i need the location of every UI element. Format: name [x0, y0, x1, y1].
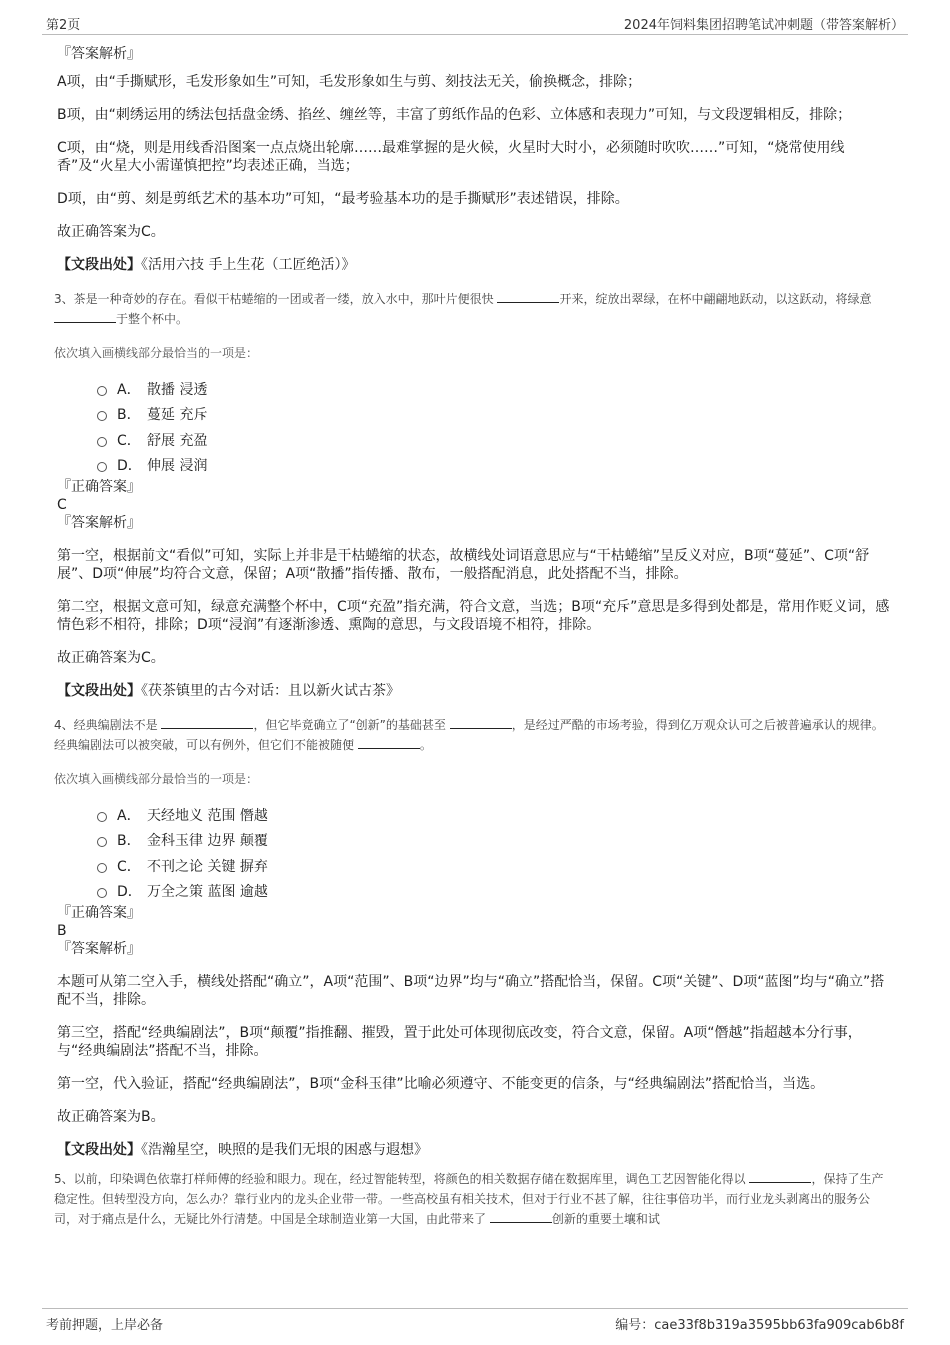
page-number: 第2页 — [46, 18, 81, 33]
analysis-paragraph: 第三空，搭配“经典编剧法”，B项“颠覆”指推翻、摧毁，置于此处可体现彻底改变，符合文意，保留。A项“僭越”指超越本分行事，与“经典编剧法”搭配不当，排除。 — [57, 1025, 862, 1059]
blank-1 — [161, 716, 253, 729]
source-line — [57, 256, 893, 274]
option-d[interactable]: D． 伸展 浸润 — [57, 453, 893, 479]
blank-2 — [450, 716, 512, 729]
analysis-paragraph: D项，由“剪、刻是剪纸艺术的基本功”可知，“最考验基本功的是手撕赋形”表述错误，排除。 — [57, 191, 629, 207]
analysis-paragraph: 第一空，根据前文“看似”可知，实际上并非是干枯蜷缩的状态，故横线处词语意思应与“干枯蜷缩”呈反义对应，B项“蔓延”、C项“舒展”、D项“伸展”均符合文意，保留；A项“散播”指传播、散布，一般搭配消息，此处搭配不当，排除。 — [57, 548, 870, 582]
option-c[interactable]: C． 舒展 充盈 — [57, 427, 893, 453]
option-b[interactable]: B． 金科玉律 边界 颠覆 — [57, 828, 893, 854]
instruction: 依次填入画横线部分最恰当的一项是： — [54, 772, 259, 786]
radio-icon[interactable] — [97, 437, 107, 447]
analysis-paragraph: 第二空，根据文意可知，绿意充满整个杯中，C项“充盈”指充满，符合文意，当选；B项“充斥”意思是多得到处都是，常用作贬义词，感情色彩不相符，排除；D项“浸润”有逐渐渗透、熏陶的意思，与文段语境不相符，排除。 — [57, 599, 890, 633]
analysis-paragraph: C项，由“烧，则是用线香沿图案一点点烧出轮廓……最难掌握的是火候，火星时大时小，必须随时吹吹……”可知，“烧常使用线香”及“火星大小需谨慎把控”均表述正确，当选； — [57, 140, 845, 174]
source-line: 【文段出处】《浩瀚星空，映照的是我们无垠的困惑与遐想》 — [57, 1142, 428, 1158]
option-a[interactable]: A． 天经地义 范围 僭越 — [57, 802, 893, 828]
correct-answer-label: 『正确答案』 — [57, 905, 141, 921]
answer-analysis-label: 『答案解析』 — [57, 46, 141, 62]
analysis-conclusion: 故正确答案为C。 — [57, 224, 165, 240]
page-header — [42, 10, 908, 35]
analysis-paragraph: B项，由“刺绣运用的绣法包括盘金绣、掐丝、缠丝等，丰富了剪纸作品的色彩、立体感和表现力”可知，与文段逻辑相反，排除； — [57, 107, 852, 123]
source-line: 【文段出处】《茯茶镇里的古今对话：且以新火试古茶》 — [57, 683, 400, 699]
question-3-text: 3、茶是一种奇妙的存在。看似干枯蜷缩的一团或者一缕，放入水中，那叶片便很快 开来，绽放出翠绿，在杯中翩翩地跃动，以这跃动，将绿意 于整个杯中。 — [54, 292, 872, 326]
blank-2 — [490, 1210, 552, 1223]
radio-icon[interactable] — [97, 888, 107, 898]
page-footer — [42, 1308, 908, 1333]
radio-icon[interactable] — [97, 462, 107, 472]
footer-slogan: 考前押题，上岸必备 — [46, 1318, 164, 1333]
document-title: 2024年饲料集团招聘笔试冲刺题（带答案解析） — [623, 18, 904, 33]
blank-1 — [497, 290, 559, 303]
analysis-conclusion: 故正确答案为B。 — [57, 1109, 165, 1125]
analysis-conclusion: 故正确答案为C。 — [57, 650, 165, 666]
correct-answer: B — [57, 923, 67, 939]
answer-analysis-label: 『答案解析』 — [57, 515, 141, 531]
document-code: 编号：cae33f8b319a3595bb63fa909cab6b8f — [615, 1318, 904, 1333]
question-5-text: 5、以前，印染调色依靠打样师傅的经验和眼力。现在，经过智能转型，将颜色的相关数据存储在数据库里，调色工艺因智能化得以 ，保持了生产稳定性。但转型没方向，怎么办？靠行业内的龙头企业带一带。一些高校虽有相关技术，但对于行业不甚了解，往往事倍功半，而行业龙头剥离出的服务公司，对于痛点是什么，无疑比外行清楚。中国是全球制造业第一大国，由此带来了 创新的重要土壤和试 — [54, 1172, 884, 1226]
radio-icon[interactable] — [97, 863, 107, 873]
instruction: 依次填入画横线部分最恰当的一项是： — [54, 346, 259, 360]
correct-answer-label: 『正确答案』 — [57, 479, 141, 495]
blank-1 — [749, 1170, 811, 1183]
option-d[interactable]: D． 万全之策 蓝图 逾越 — [57, 879, 893, 905]
correct-answer: C — [57, 497, 67, 513]
source-title: 《活用六技 手上生花（工匠绝活）》 — [141, 257, 356, 273]
answer-analysis-label: 『答案解析』 — [57, 941, 141, 957]
option-a[interactable]: A． 散播 浸透 — [57, 376, 893, 402]
radio-icon[interactable] — [97, 386, 107, 396]
analysis-paragraph: 本题可从第二空入手，横线处搭配“确立”，A项“范围”、B项“边界”均与“确立”搭配恰当，保留。C项“关键”、D项“蓝图”均与“确立”搭配不当，排除。 — [57, 974, 885, 1008]
blank-3 — [358, 736, 420, 749]
option-c[interactable]: C． 不刊之论 关键 摒弃 — [57, 853, 893, 879]
radio-icon[interactable] — [97, 411, 107, 421]
radio-icon[interactable] — [97, 837, 107, 847]
source-label: 【文段出处】 — [57, 257, 141, 273]
option-b[interactable]: B． 蔓延 充斥 — [57, 402, 893, 428]
content — [54, 45, 893, 1229]
radio-icon[interactable] — [97, 812, 107, 822]
analysis-paragraph: A项，由“手撕赋形，毛发形象如生”可知，毛发形象如生与剪、刻技法无关，偷换概念，排除； — [57, 74, 642, 90]
analysis-paragraph: 第一空，代入验证，搭配“经典编剧法”，B项“金科玉律”比喻必须遵守、不能变更的信条，与“经典编剧法”搭配恰当，当选。 — [57, 1076, 825, 1092]
blank-2 — [54, 310, 116, 323]
question-4-text: 4、经典编剧法不是 ，但它毕竟确立了“创新”的基础甚至 ，是经过严酷的市场考验，得到亿万观众认可之后被普遍承认的规律。经典编剧法可以被突破，可以有例外，但它们不能被随便 。 — [54, 718, 884, 752]
